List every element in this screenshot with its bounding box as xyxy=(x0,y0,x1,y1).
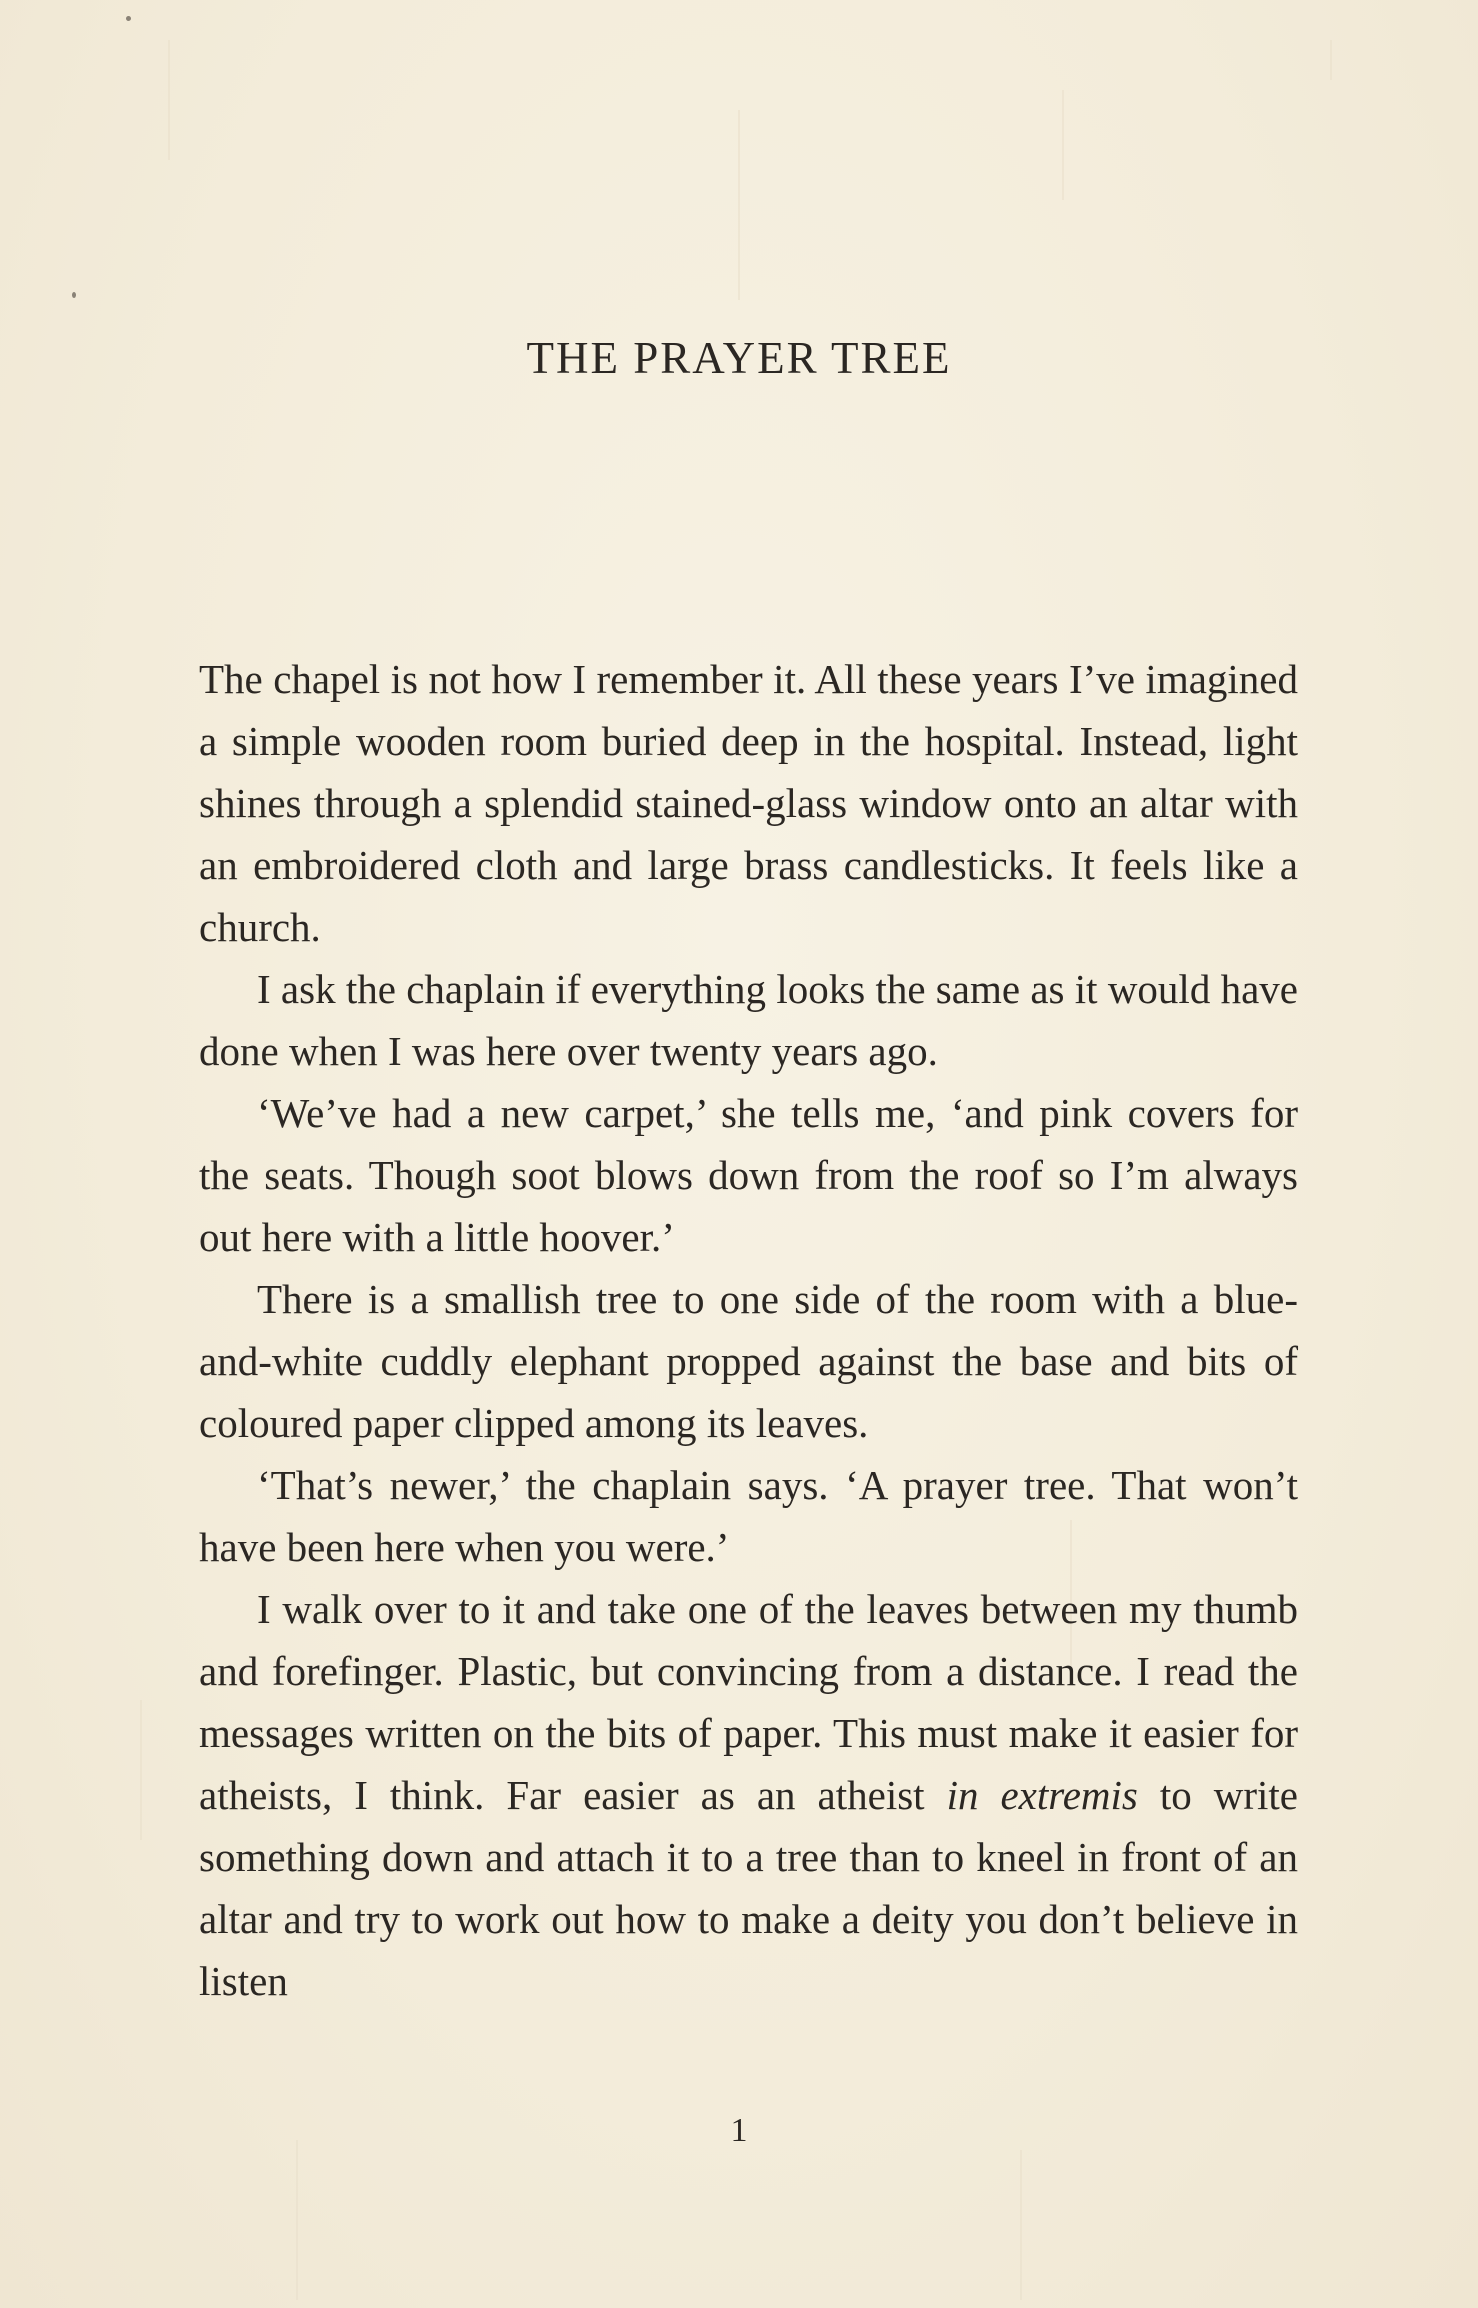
text-run: to write something down and attach it to a tree than to kneel in front of an altar and try to work out how to make a deity you don’t believe in listen xyxy=(199,1772,1299,2004)
show-through-mark xyxy=(168,40,170,160)
paragraph: I ask the chaplain if everything looks the same as it would have done when I was here over twenty years ago. xyxy=(199,966,1298,1074)
show-through-mark xyxy=(1330,40,1332,80)
show-through-mark xyxy=(1020,2150,1022,2300)
show-through-mark xyxy=(738,110,740,300)
page-number: 1 xyxy=(730,2112,748,2149)
paragraph: ‘We’ve had a new carpet,’ she tells me, ‘and pink covers for the seats. Though soot blows down from the roof so I’m always out here with a little hoover.’ xyxy=(199,1090,1298,1260)
paper-speck xyxy=(126,16,131,21)
show-through-mark xyxy=(140,1700,142,1840)
italic-phrase: in extremis xyxy=(946,1772,1138,1818)
paper-speck xyxy=(72,292,76,298)
paragraph: There is a smallish tree to one side of the room with a blue-and-white cuddly elephant propped against the base and bits of coloured paper clipped among its leaves. xyxy=(199,1276,1298,1446)
body-text xyxy=(199,648,1298,2012)
paragraph-last xyxy=(199,1578,1298,2012)
chapter-title: THE PRAYER TREE xyxy=(526,333,952,383)
paragraph: The chapel is not how I remember it. All these years I’ve imagined a simple wooden room buried deep in the hospital. Instead, light shines through a splendid stained-glass window onto an altar with an embroidered cloth and large brass candlesticks. It feels like a church. xyxy=(199,656,1298,950)
show-through-mark xyxy=(1062,90,1064,200)
text-run: I walk over to it and take one of the leaves between my thumb and forefinger. Plastic, but convincing from a distance. I read the messages written on the bits of paper. This must make it easier for atheists, I think. Far easier as an atheist xyxy=(199,1586,1298,1818)
show-through-mark xyxy=(296,2140,298,2300)
paragraph: ‘That’s newer,’ the chaplain says. ‘A prayer tree. That won’t have been here when you were.’ xyxy=(199,1462,1298,1570)
